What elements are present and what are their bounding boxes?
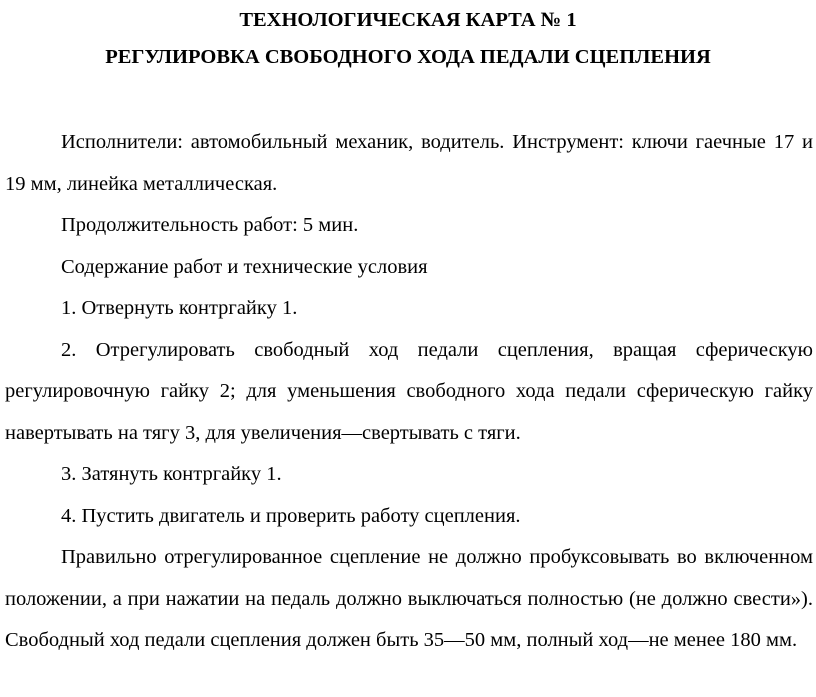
document-title: ТЕХНОЛОГИЧЕСКАЯ КАРТА № 1 bbox=[239, 9, 577, 31]
document-body bbox=[5, 122, 813, 662]
paragraph-conclusion: Правильно отрегулированное сцепление не должно пробуксовывать во включенном положении, а при нажатии на педаль должно выключаться полностью (не должно свести»). Свободный ход педали сцепления должен быть 35—50 мм, полный ход—не менее 180 мм. bbox=[5, 546, 813, 651]
step-4: 4. Пустить двигатель и проверить работу сцепления. bbox=[61, 504, 521, 527]
step-1: 1. Отвернуть контргайку 1. bbox=[61, 297, 298, 319]
step-3: 3. Затянуть контргайку 1. bbox=[61, 463, 282, 485]
step-2: 2. Отрегулировать свободный ход педали сцепления, вращая сферическую регулировочную гайку 2; для уменьшения свободного хода педали сферическую гайку навертывать на тягу 3, для увеличения—свертывать с тяги. bbox=[5, 338, 813, 444]
paragraph-contents-heading: Содержание работ и технические условия bbox=[61, 255, 428, 278]
paragraph-duration: Продолжительность работ: 5 мин. bbox=[61, 214, 359, 236]
document-subtitle: РЕГУЛИРОВКА СВОБОДНОГО ХОДА ПЕДАЛИ СЦЕПЛЕНИЯ bbox=[105, 46, 711, 68]
paragraph-performers: Исполнители: автомобильный механик, водитель. Инструмент: ключи гаечные 17 и 19 мм, линейка металлическая. bbox=[5, 131, 813, 195]
